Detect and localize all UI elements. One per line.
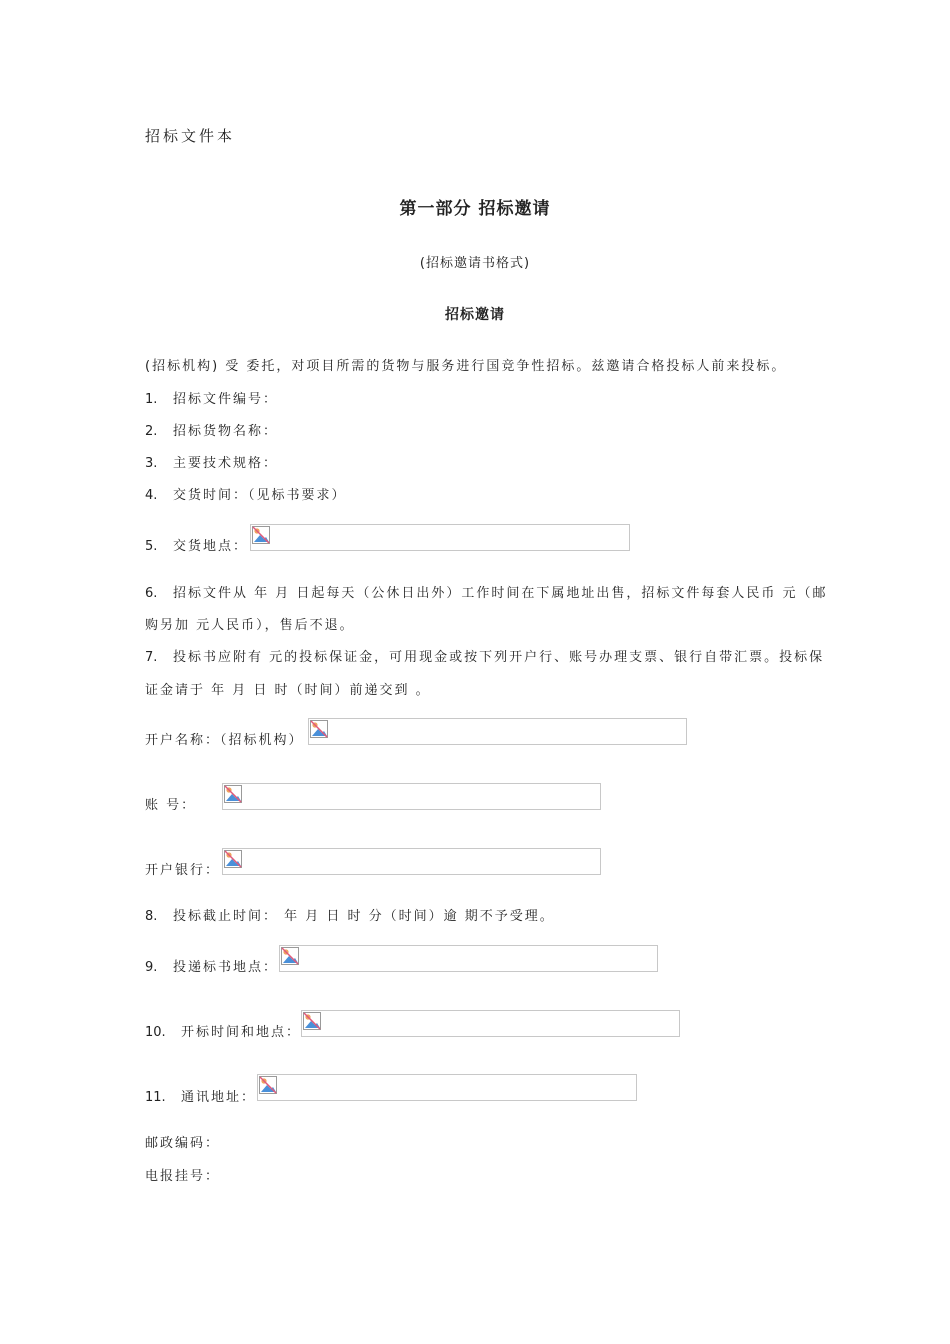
bank-label: 开户银行：	[145, 863, 221, 878]
subtitle: (招标邀请书格式)	[419, 256, 531, 271]
item-2	[145, 424, 278, 440]
item-number: 5.	[145, 539, 158, 554]
invite-heading: 招标邀请	[445, 307, 505, 323]
item-text: 投标书应附有 元的投标保证金，可用现金或按下列开户行、账号办理支票、银行自带汇票。投标保	[173, 650, 825, 665]
item-text: 主要技术规格：	[173, 456, 279, 471]
account-number-label: 账 号：	[145, 798, 197, 813]
item-text: 开标时间和地点：	[181, 1025, 302, 1040]
item-8	[145, 909, 555, 925]
item-number: 11.	[145, 1090, 166, 1105]
bank-field[interactable]	[222, 848, 601, 875]
item-6-line-1	[145, 586, 828, 602]
bid-opening-field[interactable]	[301, 1010, 680, 1037]
account-name-field[interactable]	[308, 718, 687, 745]
item-text: 投标截止时间： 年 月 日 时 分（时间）逾 期不予受理。	[173, 909, 555, 924]
broken-image-icon	[310, 720, 328, 738]
item-text: 招标文件从 年 月 日起每天（公休日出外）工作时间在下属地址出售，招标文件每套人民币 元（邮	[173, 586, 828, 601]
broken-image-icon	[224, 785, 242, 803]
item-text: 通讯地址：	[181, 1090, 257, 1105]
broken-image-icon	[224, 850, 242, 868]
bid-delivery-location-field[interactable]	[279, 945, 658, 972]
item-number: 9.	[145, 960, 158, 975]
account-number-field[interactable]	[222, 783, 601, 810]
item-text: 交货地点：	[173, 539, 249, 554]
broken-image-icon	[303, 1012, 321, 1030]
telegram-label: 电报挂号：	[145, 1169, 221, 1184]
item-5	[145, 539, 248, 555]
item-number: 1.	[145, 392, 158, 407]
postcode-label: 邮政编码：	[145, 1136, 221, 1151]
item-11	[145, 1090, 256, 1106]
item-text: 招标文件编号：	[173, 392, 279, 407]
broken-image-icon	[281, 947, 299, 965]
item-number: 10.	[145, 1025, 166, 1040]
item-number: 3.	[145, 456, 158, 471]
document-header: 招标文件本	[145, 127, 236, 145]
item-7-line-1	[145, 650, 824, 666]
item-number: 6.	[145, 586, 158, 601]
account-name-label: 开户名称：（招标机构）	[145, 733, 304, 748]
item-9	[145, 960, 278, 976]
item-1	[145, 392, 278, 408]
broken-image-icon	[259, 1076, 277, 1094]
item-text: 交货时间：（见标书要求）	[173, 488, 347, 503]
item-number: 2.	[145, 424, 158, 439]
item-7-line-2: 证金请于 年 月 日 时（时间）前递交到 。	[145, 683, 431, 698]
item-3	[145, 456, 278, 472]
mailing-address-field[interactable]	[257, 1074, 637, 1101]
item-number: 8.	[145, 909, 158, 924]
broken-image-icon	[252, 526, 270, 544]
part-title: 第一部分 招标邀请	[399, 199, 551, 219]
item-6-line-2: 购另加 元人民币），售后不退。	[145, 618, 355, 633]
item-text: 投递标书地点：	[173, 960, 279, 975]
item-4	[145, 488, 347, 504]
intro-paragraph: (招标机构) 受 委托，对项目所需的货物与服务进行国竞争性招标。兹邀请合格投标人前来投标。	[145, 359, 787, 374]
item-number: 7.	[145, 650, 158, 665]
item-number: 4.	[145, 488, 158, 503]
delivery-location-field[interactable]	[250, 524, 630, 551]
item-10	[145, 1025, 301, 1041]
item-text: 招标货物名称：	[173, 424, 279, 439]
